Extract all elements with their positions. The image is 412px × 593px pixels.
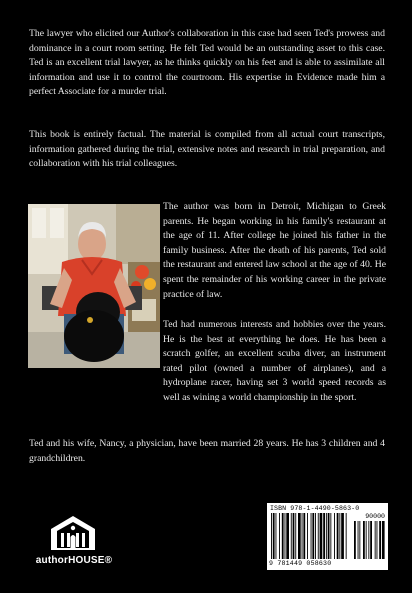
barcode-addon-stripe: [358, 521, 359, 559]
barcode-stripe: [311, 513, 312, 559]
hobbies-paragraph: Ted had numerous interests and hobbies over the years. He is the best at everything he does. He has been a scratch golfer, an excellent scuba diver, an instrument rated pilot (owned a number of airplanes), and a hydroplane racer, having set 3 world speed records as well as wining a world championship in the sport.: [163, 319, 386, 403]
barcode-stripe: [303, 513, 305, 559]
barcode-addon-stripe: [363, 521, 365, 559]
barcode-stripe: [307, 513, 308, 559]
isbn-barcode: [267, 503, 388, 570]
barcode-stripe: [326, 513, 327, 559]
barcode-digits: 9 781449 058630: [269, 560, 332, 567]
barcode-stripe: [341, 513, 344, 559]
barcode-stripe: [320, 513, 323, 559]
factual-note-paragraph: This book is entirely factual. The material is compiled from all actual court transcripts, information gathered during the trial, extensive notes and research in trial preparation, and collaboration with his trial colleagues.: [29, 129, 385, 170]
isbn-label: ISBN 978-1-4490-5863-0: [270, 505, 360, 512]
barcode-addon-stripe: [359, 521, 360, 559]
barcode-stripe: [330, 513, 331, 559]
barcode-stripe: [271, 513, 272, 559]
barcode-stripe: [334, 513, 335, 559]
barcode-stripe: [315, 513, 316, 559]
price-code: 90000: [365, 513, 385, 520]
barcode-stripe: [276, 513, 277, 559]
barcode-stripe: [318, 513, 319, 559]
intro-paragraph: The lawyer who elicited our Author's collaboration in this case had seen Ted's prowess and dominance in a court room setting. He felt Ted would be an outstanding asset to this case. Ted is an excellent trial lawyer, as he thinks quickly on his feet and is able to assimilate all information and use it to control the courtroom. His expertise in Evidence made him a perfect Associate for a murder trial.: [29, 28, 385, 98]
barcode-stripe: [328, 513, 330, 559]
barcode-stripe: [323, 513, 325, 559]
barcode-addon-stripe: [382, 521, 385, 559]
barcode-stripe: [286, 513, 289, 559]
barcode-addon-stripe: [354, 521, 356, 559]
barcode-stripe: [273, 513, 275, 559]
barcode-addon-stripe: [368, 521, 369, 559]
barcode-stripe: [285, 513, 286, 559]
barcode-stripe: [337, 513, 339, 559]
barcode-stripe: [339, 513, 340, 559]
publisher-logo: [28, 515, 120, 571]
family-paragraph: Ted and his wife, Nancy, a physician, have been married 28 years. He has 3 children and 4 grandchildren.: [29, 438, 385, 464]
house-icon: [50, 515, 96, 551]
barcode-stripe: [346, 513, 347, 559]
barcode-addon-stripe: [370, 521, 372, 559]
barcode-addon-stripe: [366, 521, 367, 559]
barcode-addon-stripe: [377, 521, 378, 559]
author-photo: [28, 204, 160, 368]
barcode-stripe: [302, 513, 303, 559]
barcode-stripe: [282, 513, 284, 559]
barcode-stripe: [293, 513, 295, 559]
barcode-stripe: [291, 513, 292, 559]
barcode-stripe: [279, 513, 280, 559]
barcode-stripe: [295, 513, 296, 559]
biography-paragraph: The author was born in Detroit, Michigan to Greek parents. He began working in his family's restaurant at the age of 11. After college he joined his father in the family business. After the death of his parents, Ted sold the restaurant and entered law school at the age of 40. He spent the remainder of his working career in the private practice of law.: [163, 201, 386, 300]
barcode-addon-stripe: [379, 521, 381, 559]
barcode-addon-stripe: [375, 521, 376, 559]
barcode-stripe: [312, 513, 314, 559]
barcode-bars: [270, 513, 385, 559]
barcode-stripe: [298, 513, 301, 559]
publisher-name: authorHOUSE®: [35, 555, 113, 566]
